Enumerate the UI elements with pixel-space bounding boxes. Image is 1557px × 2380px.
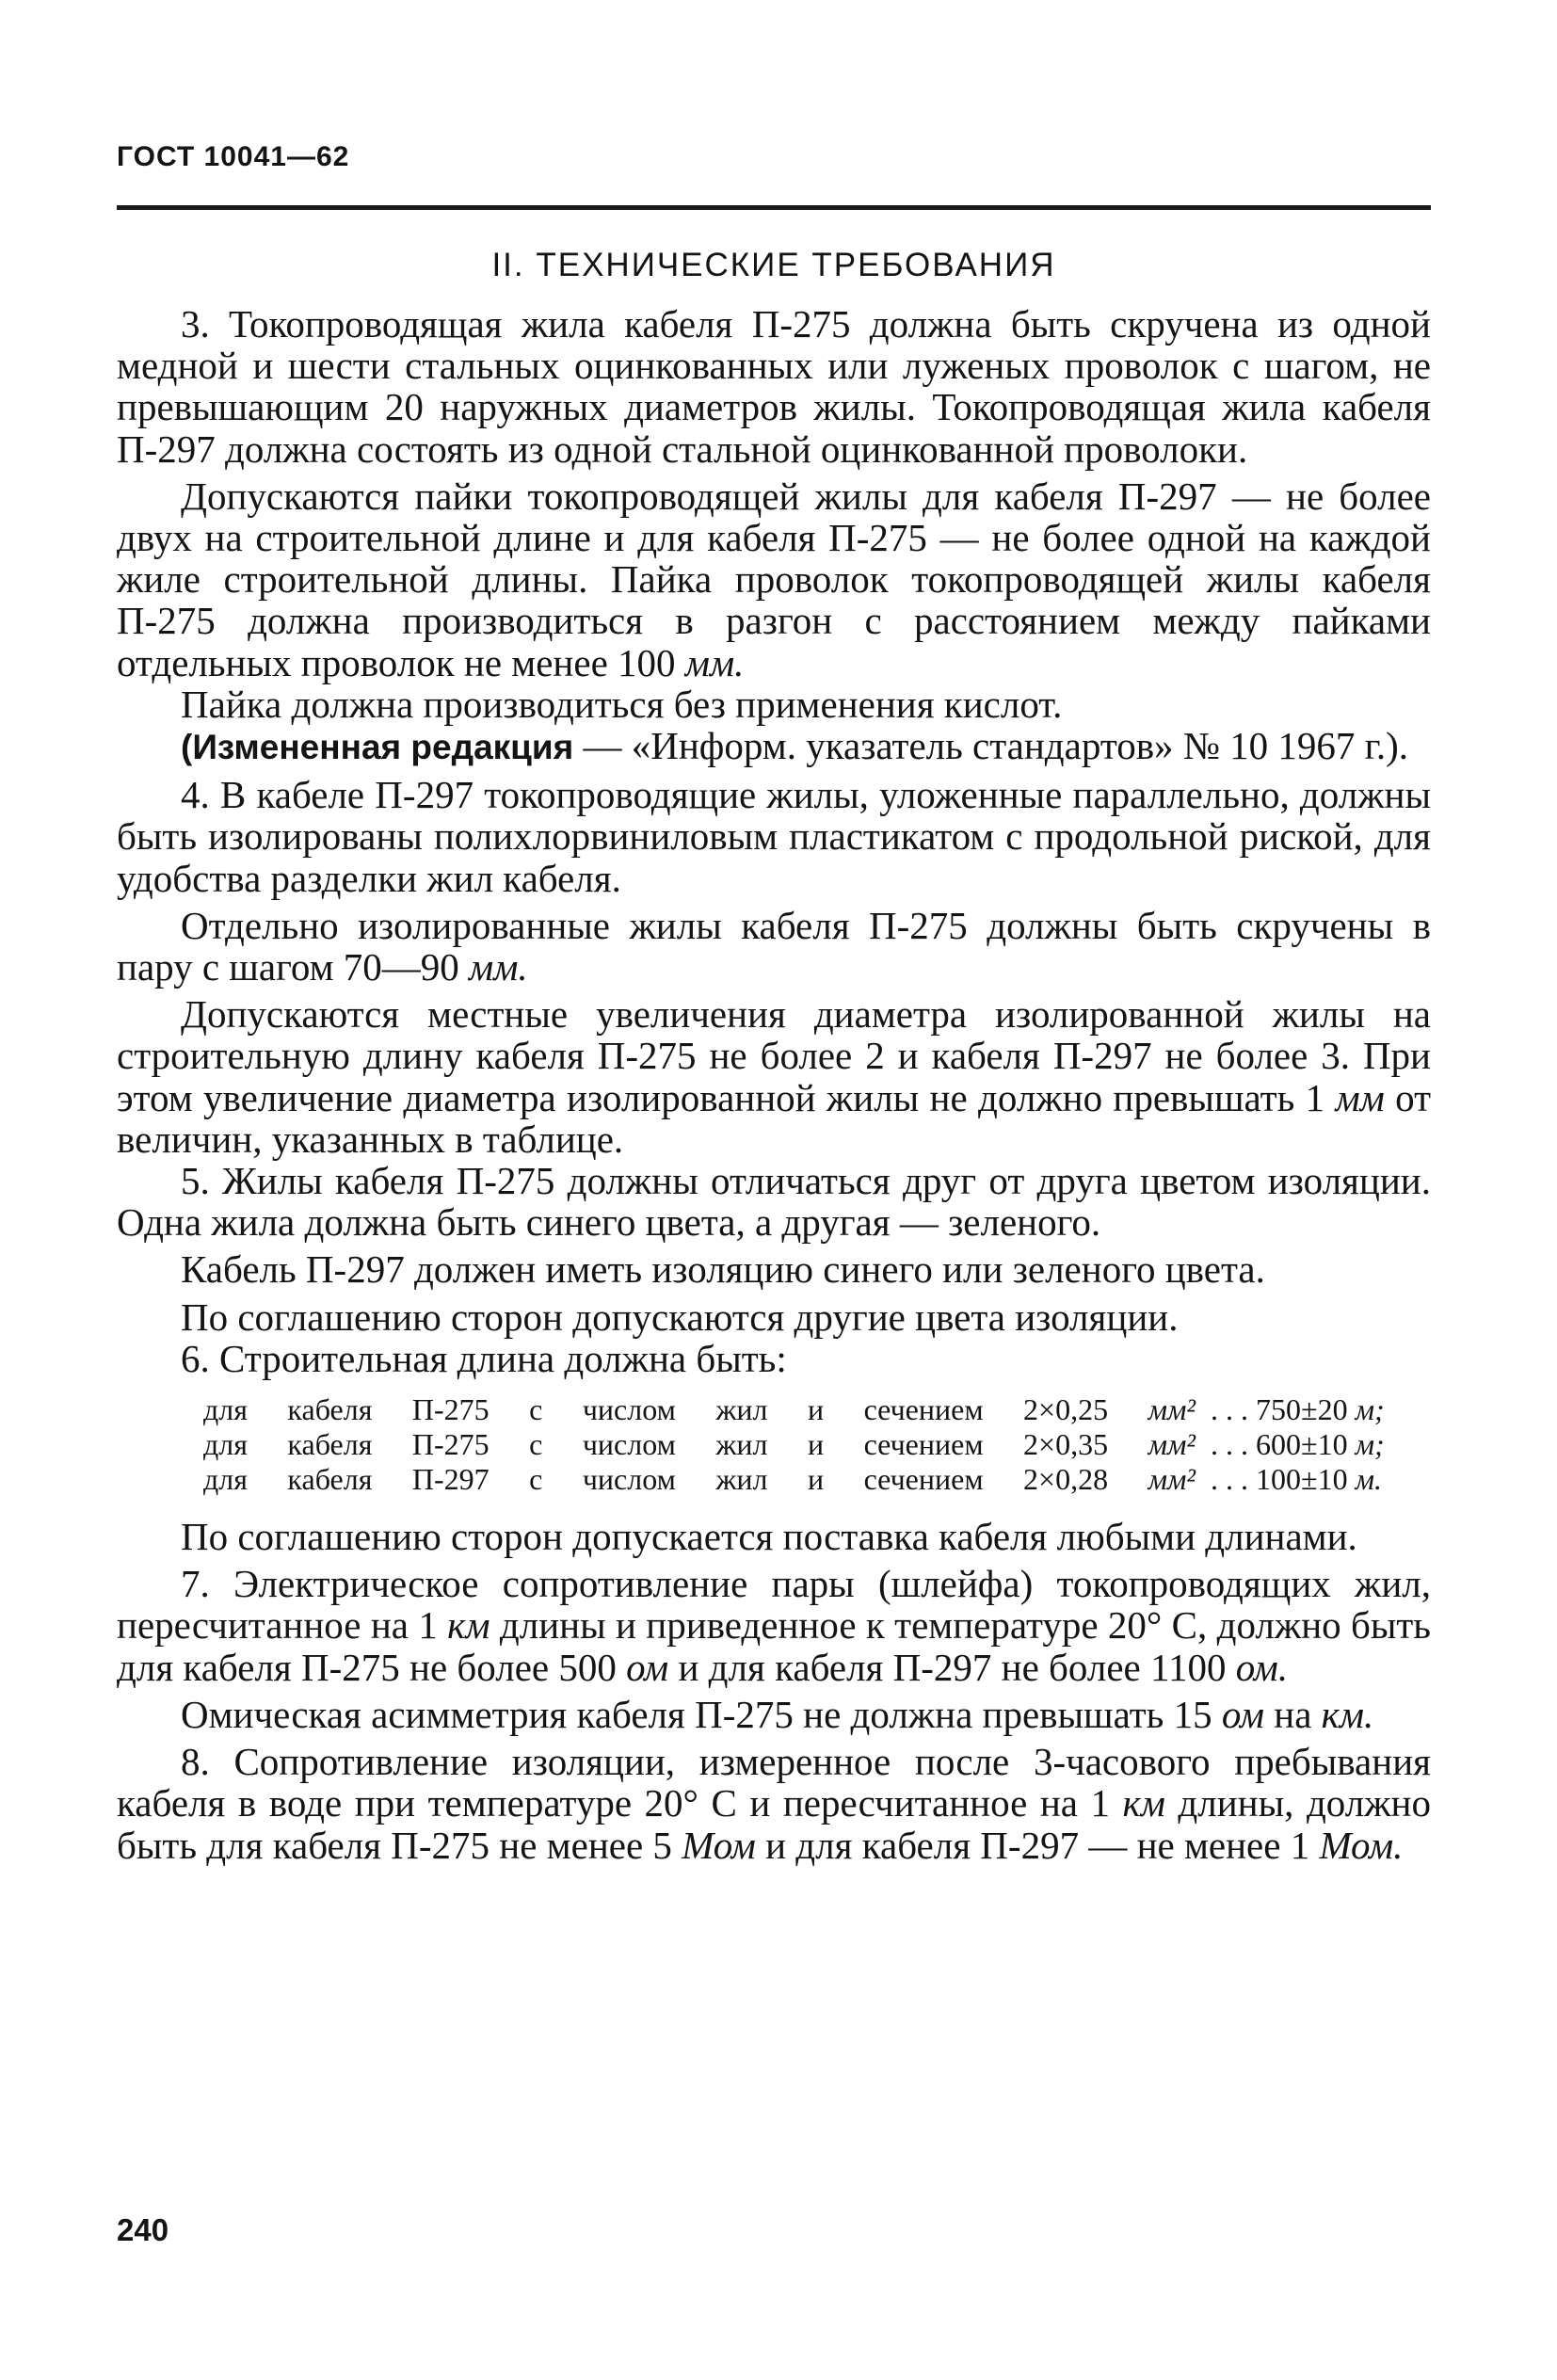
paragraph-5: 5. Жилы кабеля П-275 должны отличаться друг от друга цветом изоляции. Одна жила должна быть синего цвета, а другая — зеленого. [117, 1159, 1431, 1245]
length-value [1256, 1392, 1431, 1427]
text-run: Омическая асимметрия кабеля П-275 не должна превышать 15 [181, 1692, 1212, 1736]
length-row [117, 1462, 1431, 1497]
length-label [203, 1462, 1203, 1497]
value: 100±10 [1256, 1462, 1348, 1497]
unit-ohm: ом [1221, 1692, 1264, 1736]
unit-ohm: ом. [1235, 1645, 1289, 1689]
unit-mm: мм. [684, 640, 745, 684]
value: 600±10 [1256, 1427, 1348, 1462]
paragraph-6-any-length: По соглашению сторон допускается поставка кабеля любыми длинами. [181, 1515, 1357, 1559]
paragraph-4: 4. В кабеле П-297 токопроводящие жилы, уложенные параллельно, должны быть изолированы полихлорвиниловым пластикатом с продольной риской, для удобства разделки жил кабеля. [117, 773, 1431, 900]
section-title: II. ТЕХНИЧЕСКИЕ ТРЕБОВАНИЯ [491, 247, 1056, 283]
text-run: для кабеля П-297 с числом жил и сечением 2×0,28 [203, 1462, 1109, 1497]
running-header: ГОСТ 10041—62 [117, 141, 350, 172]
paragraph-7 [117, 1563, 1431, 1688]
edition-label: (Измененная редакция [181, 728, 574, 767]
text-run: длины и приведенное к температуре 20° С, должно быть для кабеля П-275 не более 500 [117, 1603, 1431, 1689]
paragraph-5-agreement: По соглашению сторон допускаются другие цвета изоляции. [181, 1295, 1179, 1339]
text-run: длины, должно быть для кабеля П-275 не менее 5 [117, 1781, 1431, 1867]
length-row [117, 1392, 1431, 1427]
unit-km: км [447, 1603, 490, 1648]
text-run: Допускаются местные увеличения диаметра изолированной жилы на строительную длину кабеля П-275 не более 2 и кабеля П-297 не более 3. При этом увеличение диаметра изолированной жилы не должно превышать 1 [117, 992, 1431, 1119]
unit-mohm: Мом. [1319, 1823, 1404, 1867]
header-rule [117, 205, 1431, 210]
unit-mohm: Мом [682, 1823, 756, 1867]
length-value [1256, 1427, 1431, 1462]
paragraph-5-color: Кабель П-297 должен иметь изоляцию синего или зеленого цвета. [181, 1247, 1265, 1292]
text-run: 8. Сопротивление изоляции, измеренное после 3-часового пребывания кабеля в воде при температуре 20° С и пересчитанное на 1 [117, 1740, 1431, 1825]
body-text [117, 303, 1431, 1866]
leader-dots: . . . [1211, 1462, 1248, 1497]
leader-dots: . . . [1211, 1392, 1248, 1427]
paragraph-3-edition-note [117, 725, 1431, 768]
text-run: и для кабеля П-297 — не менее 1 [755, 1823, 1310, 1867]
length-list [117, 1392, 1431, 1497]
unit-mm: мм [1335, 1075, 1385, 1119]
paragraph-8 [117, 1741, 1431, 1866]
unit-m: м; [1355, 1427, 1385, 1462]
text-run: и для кабеля П-297 не более 1100 [668, 1645, 1227, 1689]
text-run: 7. Электрическое сопротивление пары (шлейфа) токопроводящих жил, пересчитанное на 1 [117, 1562, 1431, 1648]
length-row [117, 1427, 1431, 1462]
unit-mm2: мм² [1148, 1462, 1196, 1497]
page-number: 240 [117, 2212, 169, 2247]
unit-km: км. [1321, 1692, 1374, 1736]
paragraph-4-diameter [117, 993, 1431, 1160]
text-run: Допускаются пайки токопроводящей жилы для кабеля П-297 — не более двух на строительной длине и для кабеля П-275 — не более одной на каждой жиле строительной длины. Пайка проволок токопроводящей жилы кабеля П-275 должна производиться в разгон с расстоянием между пайками отдельных проволок не менее 100 [117, 474, 1431, 684]
text-run: на [1264, 1692, 1312, 1736]
paragraph-7-asymmetry [117, 1694, 1431, 1735]
paragraph-6: 6. Строительная длина должна быть: [181, 1336, 787, 1380]
paragraph-3-no-acid: Пайка должна производиться без применения кислот. [181, 682, 1063, 726]
text-run: для кабеля П-275 с числом жил и сечением 2×0,35 [203, 1427, 1109, 1462]
text-run: от величин, указанных в таблице. [117, 1075, 1431, 1161]
unit-m: м; [1355, 1392, 1385, 1427]
length-label [203, 1392, 1203, 1427]
paragraph-4-twist [117, 905, 1431, 988]
length-value [1256, 1462, 1431, 1497]
unit-m: м. [1355, 1462, 1382, 1497]
text-run: — «Информ. указатель стандартов» № 10 1967 г.). [573, 724, 1409, 768]
text-run: Отдельно изолированные жилы кабеля П-275 должны быть скручены в пару с шагом 70—90 [117, 903, 1431, 989]
leader-dots: . . . [1211, 1427, 1248, 1462]
unit-ohm: ом [626, 1645, 669, 1689]
value: 750±20 [1256, 1392, 1348, 1427]
unit-mm: мм. [469, 945, 528, 989]
length-label [203, 1427, 1203, 1462]
text-run: для кабеля П-275 с числом жил и сечением 2×0,25 [203, 1392, 1109, 1427]
unit-km: км [1122, 1781, 1165, 1825]
paragraph-3-soldering [117, 475, 1431, 683]
paragraph-3: 3. Токопроводящая жила кабеля П-275 должна быть скручена из одной медной и шести стальных оцинкованных или луженых проволок с шагом, не превышающим 20 наружных диаметров жилы. Токопроводящая жила кабеля П-297 должна состоять из одной стальной оцинкованной проволоки. [117, 302, 1431, 471]
unit-mm2: мм² [1148, 1392, 1196, 1427]
unit-mm2: мм² [1148, 1427, 1196, 1462]
